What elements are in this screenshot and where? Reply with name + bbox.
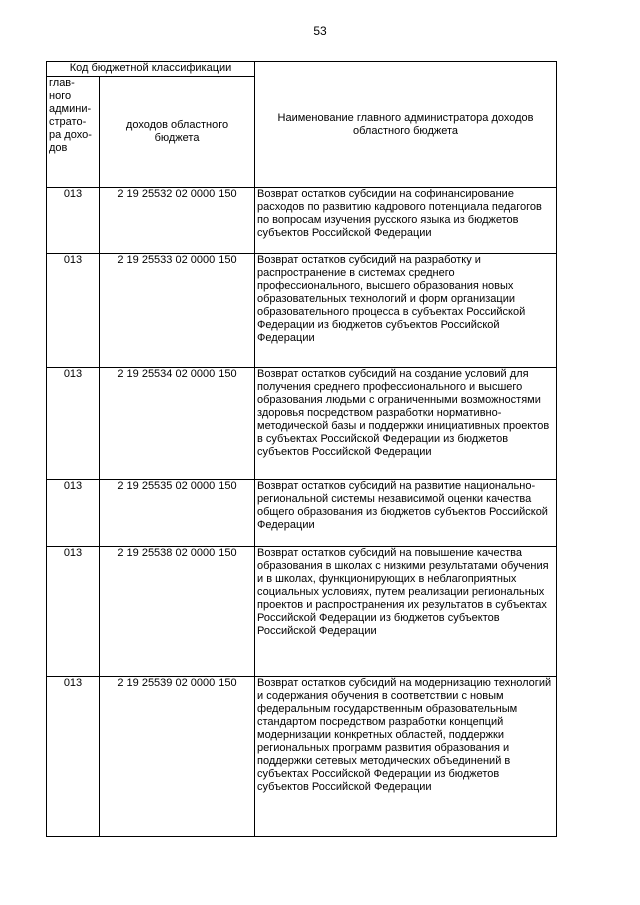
revenue-code-cell: 2 19 25534 02 0000 150 [100,368,255,480]
table-row [47,677,557,837]
revenue-code-cell: 2 19 25532 02 0000 150 [100,188,255,254]
revenue-name-cell: Возврат остатков субсидии на софинансирование расходов по развитию кадрового потенциала педагогов по вопросам изучения русского языка из бюджетов субъектов Российской Федерации [255,188,557,254]
admin-code-cell: 013 [47,677,100,837]
table-row [47,547,557,677]
admin-code-cell: 013 [47,368,100,480]
administrator-name-header: Наименование главного администратора доходов областного бюджета [255,62,557,188]
revenue-name-cell: Возврат остатков субсидий на создание условий для получения среднего профессионального и высшего образования людьми с ограниченными возможностями здоровья посредством разработки нормативно-методической базы и поддержки инициативных проектов в субъектах Российской Федерации из бюджетов субъектов Российской Федерации [255,368,557,480]
page-number: 53 [313,24,327,38]
table-row [47,254,557,368]
revenue-code-cell: 2 19 25539 02 0000 150 [100,677,255,837]
chief-administrator-header: глав- ного админи- страто- ра дохо- дов [47,77,100,188]
admin-code-cell: 013 [47,547,100,677]
revenue-code-cell: 2 19 25538 02 0000 150 [100,547,255,677]
admin-code-cell: 013 [47,480,100,547]
revenue-code-cell: 2 19 25535 02 0000 150 [100,480,255,547]
admin-code-cell: 013 [47,254,100,368]
admin-code-cell: 013 [47,188,100,254]
revenue-name-cell: Возврат остатков субсидий на модернизацию технологий и содержания обучения в соответствии с новым федеральным государственным образовательным стандартом посредством разработки концепций модернизации конкретных областей, поддержки региональных программ развития образования и поддержки сетевых методических объединений в субъектах Российской Федерации из бюджетов субъектов Российской Федерации [255,677,557,837]
table-row [47,188,557,254]
regional-budget-revenue-header: доходов областного бюджета [100,77,255,188]
budget-classification-code-header: Код бюджетной классификации [47,62,255,77]
table-header-group-row [47,62,557,77]
table-row [47,480,557,547]
revenue-name-cell: Возврат остатков субсидий на разработку и распространение в системах среднего профессионального, высшего образования новых образовательных технологий и форм организации образовательного процесса в субъектах Российской Федерации из бюджетов субъектов Российской Федерации [255,254,557,368]
budget-classification-table [46,61,557,837]
revenue-name-cell: Возврат остатков субсидий на повышение качества образования в школах с низкими результатами обучения и в школах, функционирующих в неблагоприятных социальных условиях, путем реализации региональных проектов и распространения их результатов в субъектах Российской Федерации из бюджетов субъектов Российской Федерации [255,547,557,677]
revenue-code-cell: 2 19 25533 02 0000 150 [100,254,255,368]
table-row [47,368,557,480]
revenue-name-cell: Возврат остатков субсидий на развитие национально-региональной системы независимой оценки качества общего образования из бюджетов субъектов Российской Федерации [255,480,557,547]
